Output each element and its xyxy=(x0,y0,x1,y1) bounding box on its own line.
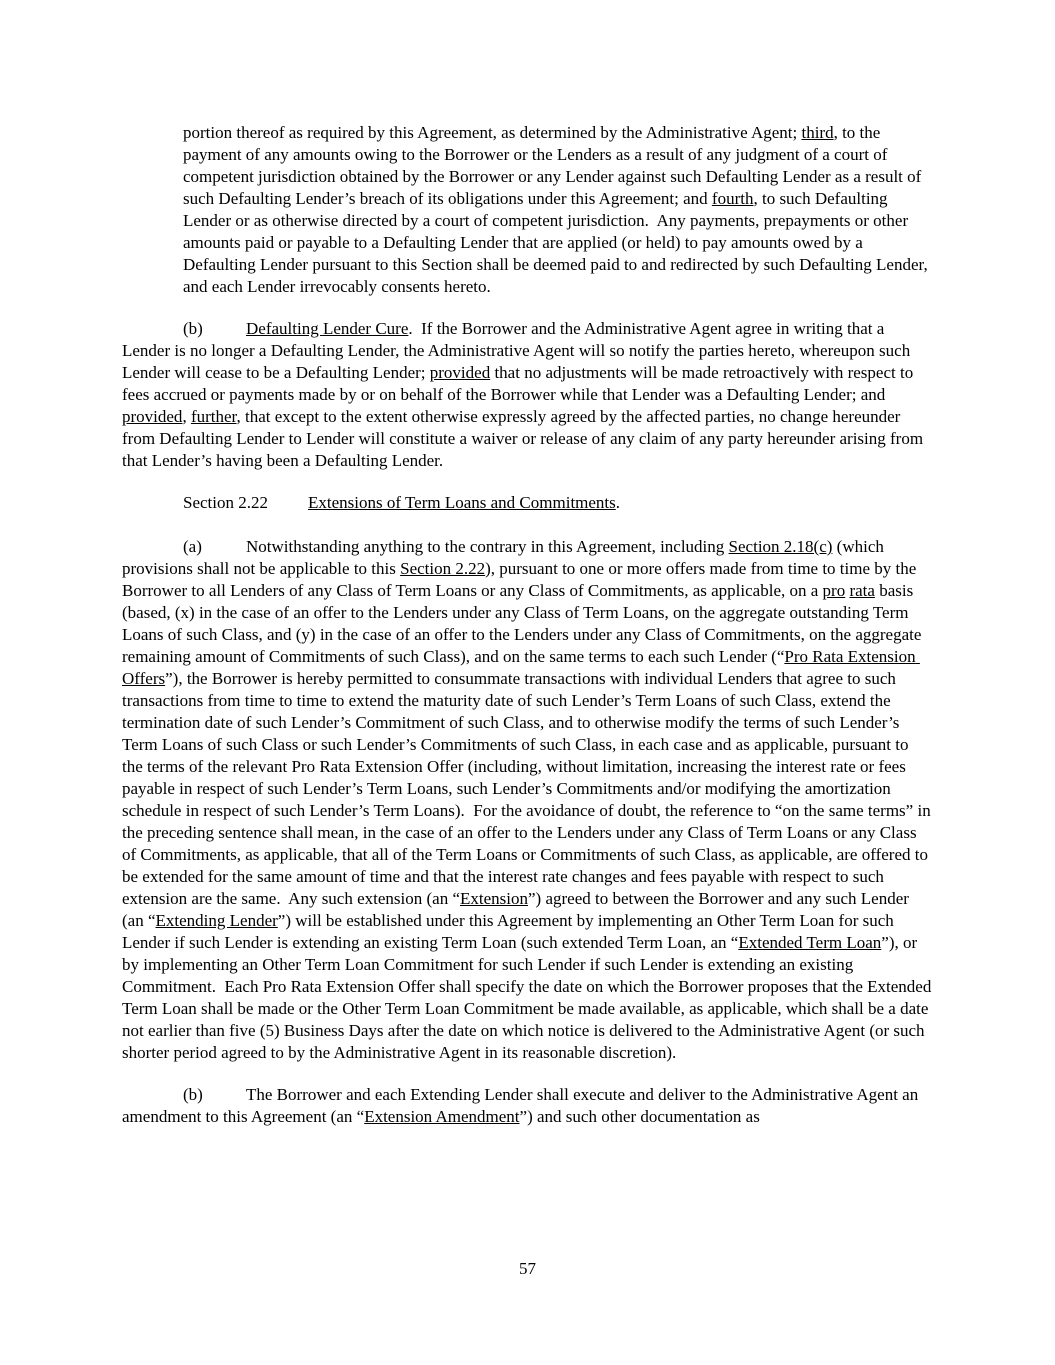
text-run: basis (based, (x) in the case of an offer to the Lenders under any Class of Term Loans, on the aggregate outstanding Term Loans of such Class, and (y) in the case of an offer to the Lenders under any Class of Commitments, on the aggregate remaining amount of Commitments of such Class), and on the same terms to each such Lender (“ xyxy=(122,581,926,666)
text-run: portion thereof as required by this Agreement, as determined by the Administrative Agent; xyxy=(183,123,802,142)
underlined-term: Section 2.22 xyxy=(400,559,486,578)
underlined-term: Section 2.18(c) xyxy=(728,537,833,556)
text-run: . If the Borrower and the Administrative Agent agree in writing that a Lender is no longer a Defaulting Lender, the Administrative Agent will so notify the parties hereto, whereupon such Lender will cease to be a Defaulting Lender; xyxy=(122,319,915,382)
underlined-term: Extended Term Loan xyxy=(738,933,882,952)
text-run: ), pursuant to one or more offers made from time to time by the Borrower to all Lenders of any Class of Term Loans or any Class of Commitments, as applicable, on a xyxy=(122,559,921,600)
section-2-22-heading xyxy=(122,492,932,514)
underlined-term: fourth xyxy=(711,189,754,208)
underlined-term: Extension Amendment xyxy=(364,1107,520,1126)
text-run: ”), the Borrower is hereby permitted to consummate transactions with individual Lenders that agree to such transactions from time to time to extend the maturity date of such Lender’s Term Loans of such Class, extend the termination date of such Lender’s Commitment of such Class, and to otherwise modify the terms of such Lender’s Term Loans of such Class or such Lender’s Commitments of such Class, in each case and as applicable, pursuant to the terms of the relevant Pro Rata Extension Offer (including, without limitation, increasing the interest rate or fees payable in respect of such Lender’s Term Loans, such Lender’s Commitments and/or modifying the amortization schedule in respect of such Lender’s Term Loans). For the avoidance of doubt, the reference to “on the same terms” in the preceding sentence shall mean, in the case of an offer to the Lenders under any Class of Term Loans or any Class of Commitments, as applicable, that all of the Term Loans or Commitments of such Class, as applicable, are offered to be extended for the same amount of time and that the interest rate changes and fees payable with respect to such extension are the same. Any such extension (an “ xyxy=(122,669,935,908)
text-run: (b) The Borrower and each Extending Lender shall execute and deliver to the Administrative Agent an amendment to this Agreement (an “ xyxy=(122,1085,923,1126)
text-run: ”) agreed to between the Borrower and any such Lender (an “ xyxy=(122,889,914,930)
text-run: ”) and such other documentation as xyxy=(519,1107,760,1126)
paragraph-payment-waterfall xyxy=(183,122,932,298)
text-run: (a) Notwithstanding anything to the contrary in this Agreement, including xyxy=(183,537,729,556)
underlined-term: Extending Lender xyxy=(155,911,278,930)
text-run: that no adjustments will be made retroactively with respect to fees accrued or payments made by or on behalf of the Borrower while that Lender was a Defaulting Lender; and xyxy=(122,363,918,404)
text-run: Section 2.22 xyxy=(183,493,308,512)
paragraph-a-pro-rata-extension-offers xyxy=(122,536,936,1064)
text-run: , xyxy=(182,407,191,426)
underlined-term: pro xyxy=(822,581,846,600)
underlined-term: Defaulting Lender Cure xyxy=(246,319,409,338)
text-run: ”) will be established under this Agreement by implementing an Other Term Loan for such Lender if such Lender is extending an existing Term Loan (such extended Term Loan, an “ xyxy=(122,911,899,952)
underlined-term: provided xyxy=(429,363,491,382)
text-run: , to such Defaulting Lender or as otherwise directed by a court of competent jurisdiction. Any payments, prepayments or other amounts paid or payable to a Defaulting Lender that are applied (or held) to pay amounts owed by a Defaulting Lender pursuant to this Section shall be deemed paid to and redirected by such Defaulting Lender, and each Lender irrevocably consents hereto. xyxy=(183,189,932,296)
underlined-term: Pro Rata Extension Offers xyxy=(122,647,920,688)
text-run: , to the payment of any amounts owing to the Borrower or the Lenders as a result of any judgment of a court of competent jurisdiction obtained by the Borrower or any Lender against such Defaulting Lender as a result of such Defaulting Lender’s breach of its obligations under this Agreement; and xyxy=(183,123,926,208)
underlined-term: rata xyxy=(849,581,875,600)
text-run: (b) xyxy=(183,319,246,338)
paragraph-b-defaulting-lender-cure xyxy=(122,318,932,472)
text-run: . xyxy=(615,493,621,512)
text-run: , that except to the extent otherwise expressly agreed by the affected parties, no change hereunder from Defaulting Lender to Lender will constitute a waiver or release of any claim of any party hereunder arising from that Lender’s having been a Defaulting Lender. xyxy=(122,407,928,470)
underlined-term: third xyxy=(801,123,834,142)
underlined-term: provided xyxy=(122,407,183,426)
text-run: ”), or by implementing an Other Term Loan Commitment for such Lender if such Lender is extending an existing Commitment. Each Pro Rata Extension Offer shall specify the date on which the Borrower proposes that the Extended Term Loan shall be made or the Other Term Loan Commitment be made available, as applicable, which shall be a date not earlier than five (5) Business Days after the date on which notice is delivered to the Administrative Agent (or such shorter period agreed to by the Administrative Agent in its reasonable discretion). xyxy=(122,933,936,1062)
underlined-term: Extension xyxy=(460,889,529,908)
underlined-term: Extensions of Term Loans and Commitments xyxy=(308,493,616,512)
page-footer xyxy=(0,1258,1055,1280)
page-number: 57 xyxy=(519,1259,536,1278)
document-body xyxy=(122,122,936,1148)
paragraph-b-extension-amendment xyxy=(122,1084,932,1128)
underlined-term: further xyxy=(190,407,237,426)
text-run: (which provisions shall not be applicable to this xyxy=(122,537,889,578)
